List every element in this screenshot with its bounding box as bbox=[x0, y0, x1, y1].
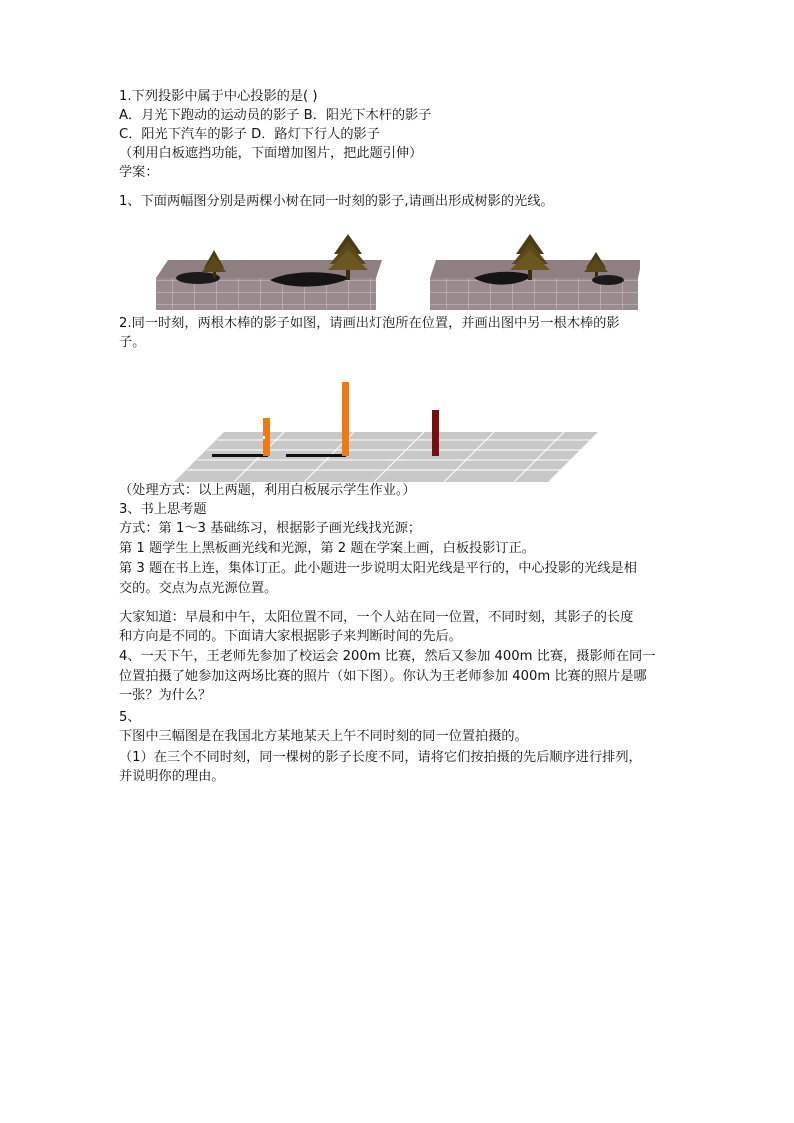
text-line: 1、下面两幅图分别是两棵小树在同一时刻的影子,请画出形成树影的光线。 bbox=[119, 194, 554, 209]
stick-shadow-figure bbox=[172, 378, 602, 486]
text-line: 并说明你的理由。 bbox=[119, 769, 225, 784]
text-line: 下图中三幅图是在我国北方某地某天上午不同时刻的同一位置拍摄的。 bbox=[119, 729, 528, 744]
stick-shadow bbox=[212, 454, 268, 457]
text-line: 第 1 题学生上黑板画光线和光源，第 2 题在学案上画，白板投影订正。 bbox=[119, 541, 535, 556]
tree-image-right bbox=[430, 234, 640, 310]
stick-shadow-diagram bbox=[172, 378, 602, 486]
text-line: 位置拍摄了她参加这两场比赛的照片（如下图）。你认为王老师参加 400m 比赛的照片是哪 bbox=[119, 669, 647, 684]
text-line: 方式：第 1～3 基础练习，根据影子画光线找光源； bbox=[119, 521, 422, 536]
tree-image-left bbox=[156, 234, 382, 310]
text-line: C．阳光下汽车的影子 D．路灯下行人的影子 bbox=[119, 127, 380, 142]
text-line: 第 3 题在书上连，集体订正。此小题进一步说明太阳光线是平行的，中心投影的光线是相 bbox=[119, 561, 637, 576]
text-line: 4、一天下午，王老师先参加了校运会 200m 比赛，然后又参加 400m 比赛，摄影师在同一 bbox=[119, 649, 656, 664]
text-line: 一张？为什么？ bbox=[119, 688, 212, 703]
text-line: 学案： bbox=[119, 165, 159, 180]
text-line: 3、书上思考题 bbox=[119, 502, 207, 517]
text-line: 子。 bbox=[119, 335, 146, 350]
text-line: 2.同一时刻，两根木棒的影子如图，请画出灯泡所在位置，并画出图中另一根木棒的影 bbox=[119, 316, 620, 331]
text-line: 和方向是不同的。下面请大家根据影子来判断时间的先后。 bbox=[119, 629, 462, 644]
tree-shadow-images bbox=[150, 232, 640, 312]
tree-shadow-figure bbox=[150, 232, 640, 312]
text-line: （利用白板遮挡功能，下面增加图片，把此题引伸） bbox=[119, 146, 423, 161]
text-line: （1）在三个不同时刻，同一棵树的影子长度不同，请将它们按拍摄的先后顺序进行排列， bbox=[119, 750, 642, 765]
text-line: （处理方式：以上两题，利用白板展示学生作业。） bbox=[119, 483, 416, 498]
text-line: 交的。交点为点光源位置。 bbox=[119, 581, 278, 596]
stick-shadow bbox=[286, 454, 346, 457]
stick-dark bbox=[432, 410, 439, 456]
text-line: 大家知道：早晨和中午，太阳位置不同，一个人站在同一位置，不同时刻，其影子的长度 bbox=[119, 610, 634, 625]
text-line: 1.下列投影中属于中心投影的是( ) bbox=[119, 89, 318, 104]
text-line: A．月光下跑动的运动员的影子 B．阳光下木杆的影子 bbox=[119, 108, 432, 123]
stick-tall bbox=[342, 382, 349, 456]
text-line: 5、 bbox=[119, 710, 141, 725]
